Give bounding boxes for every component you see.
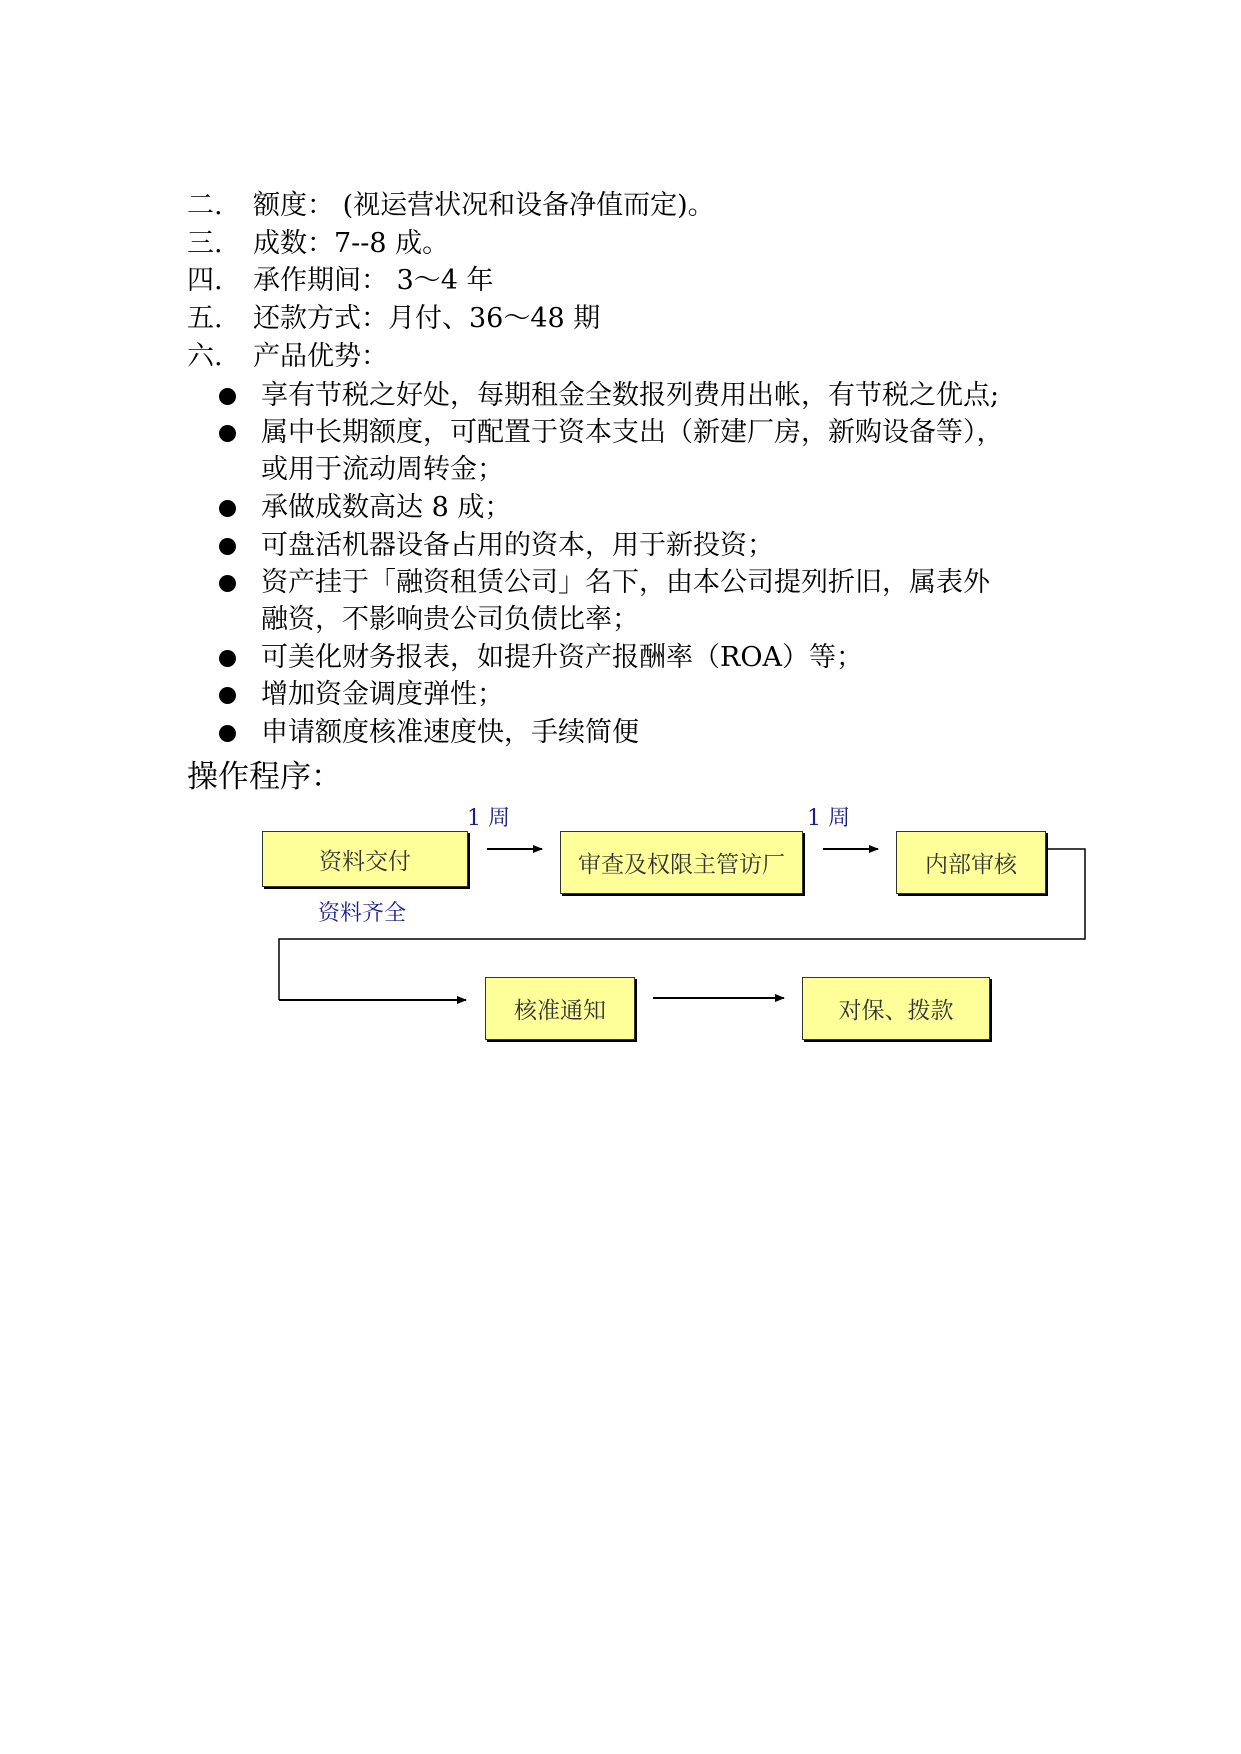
bullet-text-continued: 或用于流动周转金； [261,454,504,485]
bullet-dot [219,650,236,667]
bullet-dot [219,425,236,442]
duration-label: 1 周 [467,806,510,831]
section-heading: 操作程序： [187,759,342,795]
bullet-text: 资产挂于「融资租赁公司」名下，由本公司提列折旧，属表外 [261,567,990,598]
bullet-text: 承做成数高达 8 成； [261,492,512,523]
bullet-text: 申请额度核准速度快，手续简便 [261,717,639,748]
bullet-dot [219,687,236,704]
bullet-dot [219,500,236,517]
item-text: 额度： (视运营状况和设备净值而定)。 [253,190,715,221]
bullet-text-continued: 融资，不影响贵公司负债比率； [261,604,639,635]
step-approval-notice: 核准通知 [485,977,635,1040]
step-internal-audit: 内部审核 [896,831,1046,894]
bullet-text: 可盘活机器设备占用的资本，用于新投资； [261,530,774,561]
bullet-dot [219,388,236,405]
bullet-text: 享有节税之好处，每期租金全数报列费用出帐，有节税之优点; [261,380,1000,411]
item-number: 三. [187,228,223,259]
item-text: 成数：7--8 成。 [253,228,450,259]
duration-label: 1 周 [807,806,850,831]
item-text: 产品优势： [253,341,388,372]
bullet-dot [219,538,236,555]
bullet-dot [219,725,236,742]
item-number: 五. [187,303,223,334]
item-number: 六. [187,341,223,372]
step-review-and-visit: 审查及权限主管访厂 [560,831,803,894]
bullet-dot [219,575,236,592]
bullet-text: 增加资金调度弹性； [261,679,504,710]
condition-label: 资料齐全 [318,901,407,926]
bullet-text: 可美化财务报表，如提升资产报酬率（ROA）等； [261,642,863,673]
step-materials-submission: 资料交付 [262,831,468,887]
bullet-text: 属中长期额度，可配置于资本支出（新建厂房，新购设备等）， [261,417,1004,448]
item-number: 四. [187,265,223,296]
step-guarantee-disbursement: 对保、拨款 [802,977,990,1040]
item-number: 二. [187,190,223,221]
item-text: 承作期间： 3～4 年 [253,265,494,296]
item-text: 还款方式：月付、36～48 期 [253,303,601,334]
